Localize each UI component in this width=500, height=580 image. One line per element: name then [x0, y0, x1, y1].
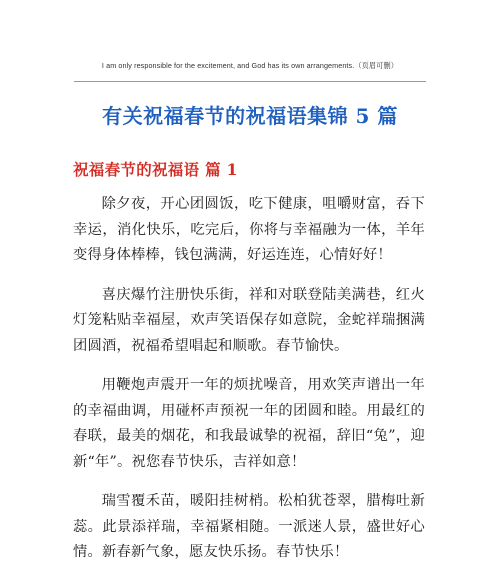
page-header-note: I am only responsible for the excitement, and God has its own arrangements.（页眉可删） [101, 61, 399, 70]
paragraph: 用鞭炮声震开一年的烦扰噪音，用欢笑声谱出一年的幸福曲调，用碰杯声预祝一年的团圆和睦。用最红的春联，最美的烟花，和我最诚挚的祝福，辞旧“兔”，迎新“年”。祝您春节快乐，吉祥如意！ [73, 377, 425, 470]
paragraph: 喜庆爆竹注册快乐街，祥和对联登陆美满巷，红火灯笼粘贴幸福屋，欢声笑语保存如意院，金蛇祥瑞捆满团圆酒，祝福希望唱起和顺歌。春节愉快。 [73, 286, 425, 354]
header-divider [74, 81, 426, 82]
document-title: 有关祝福春节的祝福语集锦 5 篇 [102, 104, 398, 128]
document-body [73, 192, 425, 580]
section-heading: 祝福春节的祝福语 篇 1 [73, 160, 238, 179]
paragraph: 除夕夜，开心团圆饭，吃下健康，咀嚼财富，吞下幸运，消化快乐，吃完后，你将与幸福融为一体，羊年变得身体棒棒，钱包满满，好运连连，心情好好！ [73, 196, 425, 263]
paragraph: 瑞雪覆禾苗，暖阳挂树梢。松柏犹苍翠，腊梅吐新蕊。此景添祥瑞，幸福紧相随。一派迷人景，盛世好心情。新春新气象，愿友快乐扬。春节快乐！ [73, 493, 425, 560]
